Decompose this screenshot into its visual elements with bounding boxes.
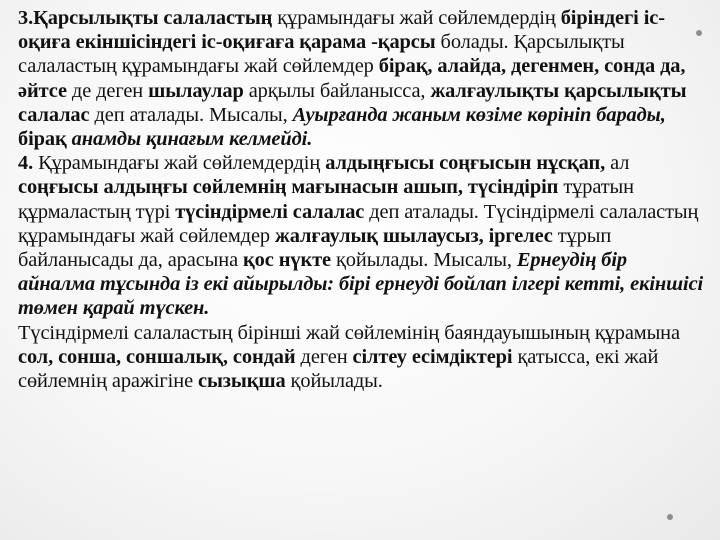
text-run: болады. Қарсылықты салаластың құрамындағы жай сөйлемдер bbox=[18, 31, 625, 78]
paragraph-tusindirmeli bbox=[18, 151, 708, 320]
text-run: түсіндірмелі салалас bbox=[175, 200, 365, 223]
text-run: тұрып байланысады да, арасына bbox=[18, 224, 612, 272]
text-run: де деген bbox=[66, 79, 149, 102]
text-run: ал bbox=[605, 152, 630, 175]
text-run: деген bbox=[295, 345, 353, 368]
text-run: қойылады. Мысалы, bbox=[330, 249, 517, 272]
text-run: біріндегі іс-оқиға екіншісіндегі іс-оқиғаға қарама -қарсы bbox=[18, 7, 665, 54]
text-run: 4. bbox=[18, 152, 39, 175]
text-run: Түсіндірмелі салаластың бірінші жай сөйлемінің баяндауышының құрамына bbox=[18, 321, 680, 344]
text-run: қатысса, екі жай сөйлемнің аражігіне bbox=[18, 345, 659, 393]
text-run: бірақ, алайда, дегенмен, сонда да, әйтсе bbox=[18, 55, 686, 102]
text-run: сызықша bbox=[198, 370, 286, 393]
text-run: алдыңғысы соңғысын нұсқап, bbox=[325, 152, 606, 175]
decorative-dot-top bbox=[696, 30, 702, 36]
text-run: құрамындағы жай сөйлемдердің bbox=[272, 7, 561, 29]
text-run: қойылады. bbox=[285, 370, 383, 393]
text-run: деп аталады. Түсіндірмелі салаластың құрамындағы жай сөйлемдер bbox=[18, 200, 699, 247]
decorative-dot-bottom bbox=[667, 514, 673, 520]
text-run: жалғаулық шылаусыз, іргелес bbox=[275, 224, 553, 247]
text-run: қос нүкте bbox=[243, 249, 331, 272]
text-run: шылаулар bbox=[148, 79, 244, 102]
text-run: Ернеудің бір айналма тұсында із екі айырылды: бірі ернеуді бойлап ілгері кетті, екіншісі төмен қарай түскен. bbox=[18, 249, 704, 320]
slide-body bbox=[18, 6, 708, 534]
text-run: Құрамындағы жай сөйлемдердің bbox=[38, 152, 326, 175]
text-run: сілтеу есімдіктері bbox=[352, 345, 513, 368]
text-run: 3.Қарсылықты салаластың bbox=[18, 7, 273, 29]
text-run: тұратын құрмаластың түрі bbox=[18, 176, 634, 223]
text-run: жалғаулықты қарсылықты салалас bbox=[18, 79, 687, 126]
text-run: Ауырғанда жаным көзіме көрініп барады, bbox=[292, 103, 666, 126]
text-run: арқылы байланысса, bbox=[243, 79, 431, 102]
text-run: деп аталады. Мысалы, bbox=[89, 103, 293, 126]
text-run: соңғысы алдыңғы сөйлемнің мағынасын ашып, түсіндіріп bbox=[18, 176, 559, 199]
paragraph-silteu bbox=[18, 321, 708, 394]
text-run: бірақ bbox=[18, 128, 72, 151]
text-run: анамды қинағым келмейді. bbox=[71, 128, 313, 151]
paragraph-qarsylyqty bbox=[18, 6, 708, 151]
text-run: сол, сонша, соншалық, сондай bbox=[18, 345, 296, 368]
